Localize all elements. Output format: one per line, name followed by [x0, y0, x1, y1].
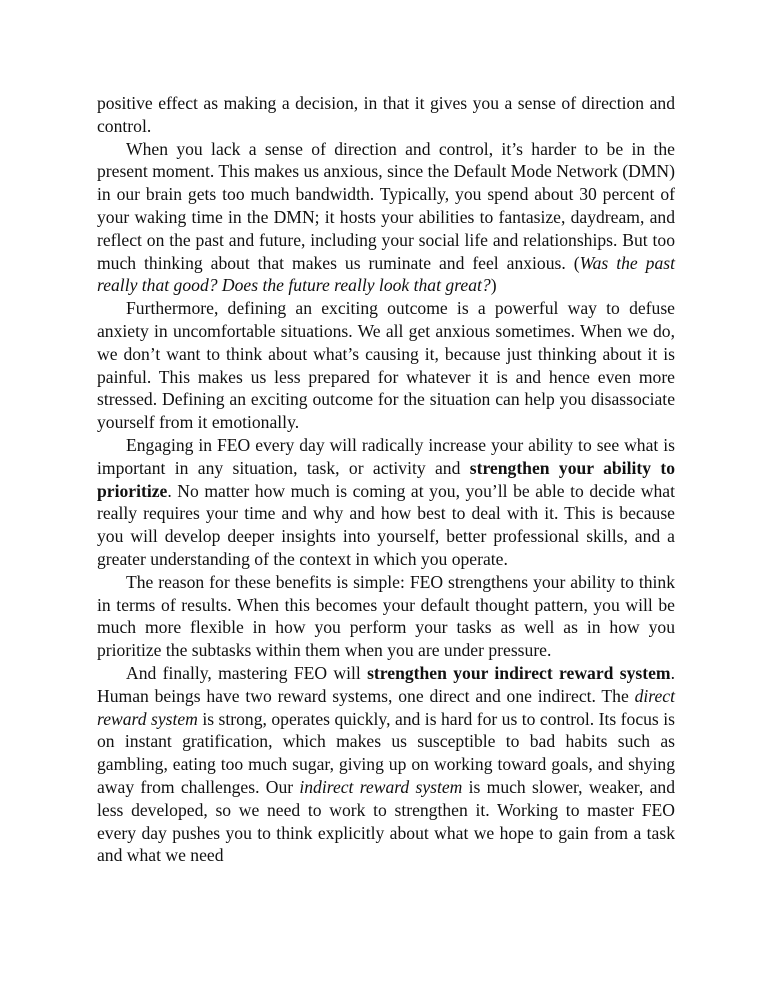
book-page-body — [97, 92, 675, 867]
text-run: ) — [490, 275, 497, 296]
text-run: Engaging in FEO every day will radically increase your ability to see what is important in any situation, task, or activity and — [97, 434, 675, 478]
text-run: And finally, mastering FEO will — [126, 662, 368, 683]
bold-emphasis: strengthen your ability to prioritize — [97, 457, 675, 501]
italic-emphasis: indirect reward system — [299, 776, 463, 797]
paragraph — [97, 138, 675, 298]
paragraph — [97, 434, 675, 571]
text-run: The reason for these benefits is simple: FEO strengthens your ability to think in terms of results. When this becomes your default thought pattern, you will be much more flexible in how you perform your tasks as well as in how you prioritize the subtasks within them when you are under pressure. — [97, 571, 675, 661]
italic-emphasis: Was the past really that good? Does the future really look that great? — [97, 252, 675, 296]
paragraph — [97, 297, 675, 434]
text-run: . No matter how much is coming at you, you’ll be able to decide what really requires your time and why and how best to deal with it. This is because you will develop deeper insights into yourself, better professional skills, and a greater understanding of the context in which you operate. — [97, 480, 675, 569]
paragraph — [97, 662, 675, 867]
text-run: When you lack a sense of direction and control, it’s harder to be in the present moment. This makes us anxious, since the Default Mode Network (DMN) in our brain gets too much bandwidth. Typically, you spend about 30 percent of your waking time in the DMN; it hosts your abilities to fantasize, daydream, and reflect on the past and future, including your social life and relationships. But too much thinking about that makes us ruminate and feel anxious. ( — [97, 138, 675, 273]
paragraph — [97, 571, 675, 662]
text-run: is strong, operates quickly, and is hard for us to control. Its focus is on instant gratification, which makes us susceptible to bad habits such as gambling, eating too much sugar, giving up on working toward goals, and shying away from challenges. Our — [97, 708, 675, 797]
text-run: positive effect as making a decision, in that it gives you a sense of direction and control. — [97, 93, 675, 136]
paragraph — [97, 92, 675, 138]
text-run: . Human beings have two reward systems, one direct and one indirect. The — [97, 662, 675, 706]
text-run: Furthermore, defining an exciting outcome is a powerful way to defuse anxiety in uncomfortable situations. We all get anxious sometimes. When we do, we don’t want to think about what’s causing it, because just thinking about it is painful. This makes us less prepared for whatever it is and hence even more stressed. Defining an exciting outcome for the situation can help you disassociate yourself from it emotionally. — [97, 298, 675, 433]
text-run: is much slower, weaker, and less developed, so we need to work to strengthen it. Working to master FEO every day pushes you to think explicitly about what we hope to gain from a task and what we need — [97, 776, 675, 866]
italic-emphasis: direct reward system — [97, 685, 675, 729]
bold-emphasis: strengthen your indirect reward system — [367, 662, 671, 683]
